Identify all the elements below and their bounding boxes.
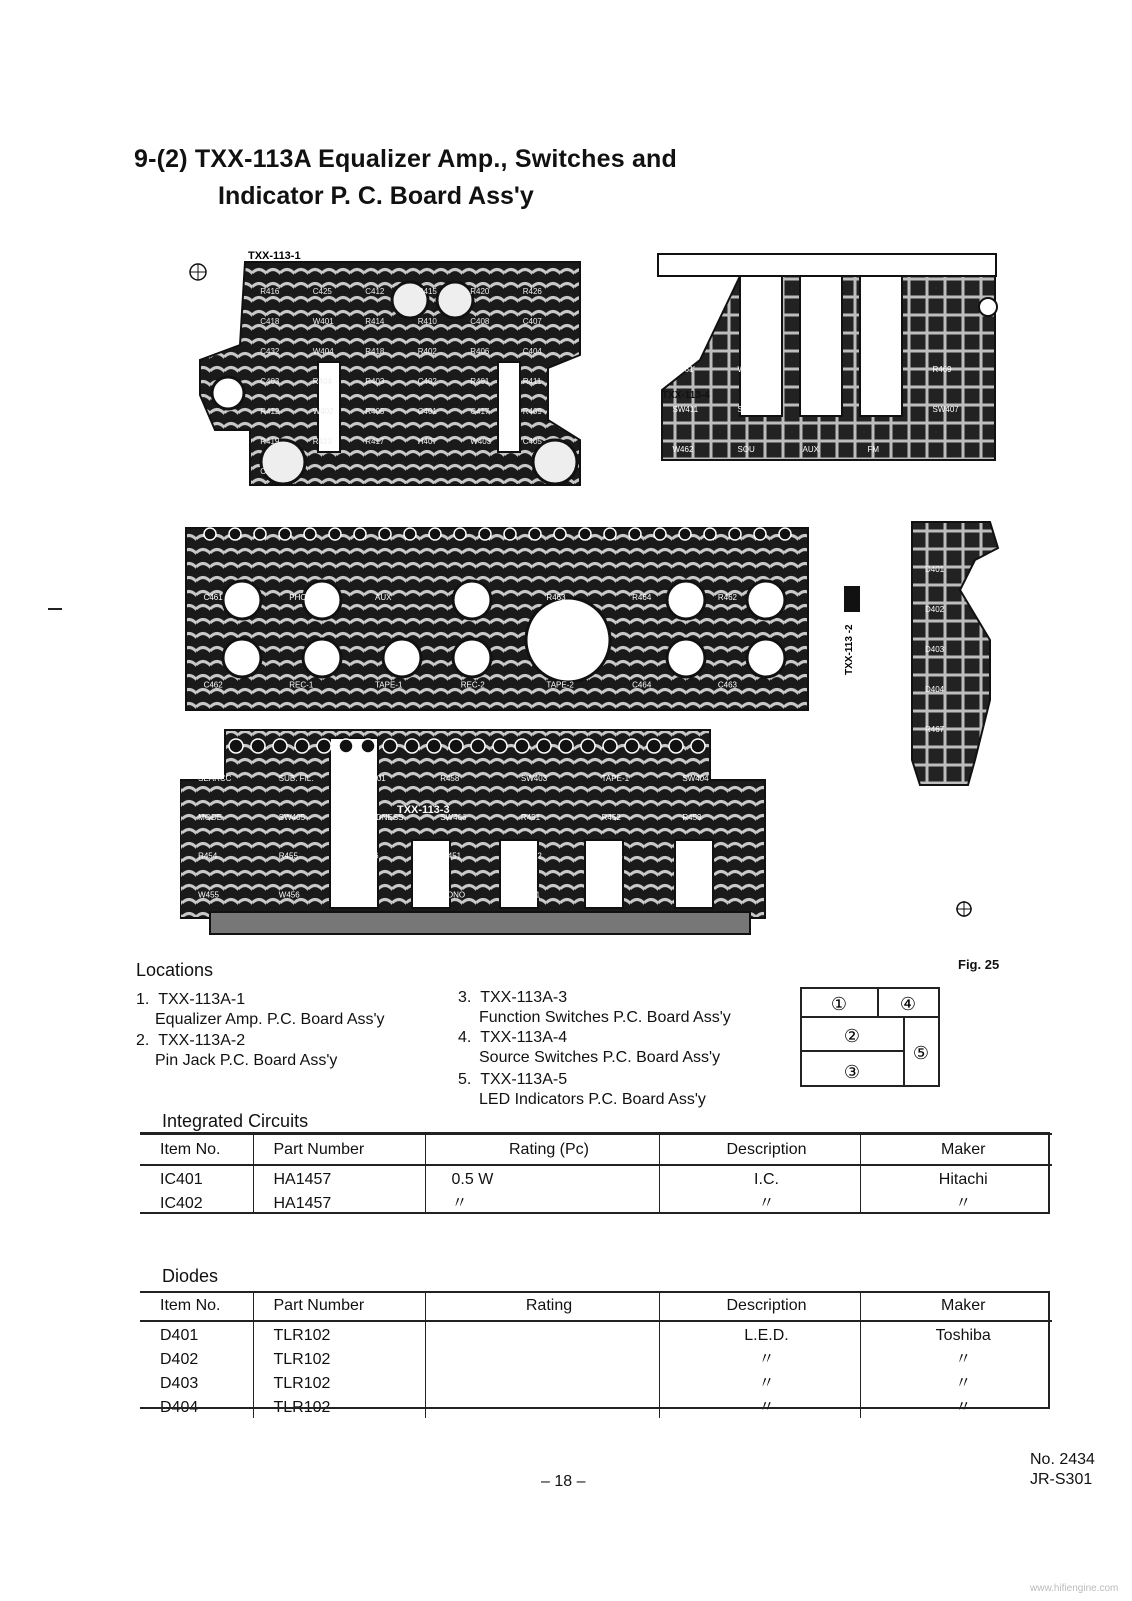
part-label: SW405 [278, 812, 306, 822]
solder-pad [679, 528, 691, 540]
diode-col-part: Part Number [253, 1291, 425, 1321]
part-label: R469 [932, 365, 952, 374]
solder-pad [449, 739, 463, 753]
part-label: C412 [365, 287, 385, 296]
diode-table-cell: TLR102 [253, 1394, 425, 1418]
part-label: C464 [632, 680, 652, 690]
solder-pad [691, 739, 705, 753]
part-label: R423 [312, 437, 332, 446]
grid-cell-3: ③ [843, 1062, 861, 1082]
model-number: JR-S301 [1030, 1471, 1093, 1488]
ic-table-cell: HA1457 [253, 1190, 425, 1214]
part-label: W403 [470, 437, 492, 446]
solder-pad [304, 528, 316, 540]
solder-pad [579, 528, 591, 540]
diode-table-cell: Toshiba [860, 1321, 1052, 1346]
watermark: www.hifiengine.com [1030, 1583, 1119, 1594]
board-4-source-switches [658, 254, 997, 460]
board-label-3: TXX-113-3 [397, 804, 450, 816]
diode-table-cell: 〃 [860, 1346, 1052, 1370]
part-label: R412 [260, 407, 280, 416]
page-title-line2: Indicator P. C. Board Ass'y [218, 182, 534, 210]
jack-ring [747, 581, 785, 619]
location-item-1: 1. TXX-113A-1 Equalizer Amp. P.C. Board Ass'y [136, 991, 385, 1028]
solder-pad [504, 528, 516, 540]
solder-pad [554, 528, 566, 540]
ic-table-cell: I.C. [659, 1165, 860, 1190]
diode-table-cell: D404 [160, 1399, 199, 1416]
part-label: R468 [867, 365, 887, 374]
document-number: No. 2434 [1030, 1451, 1095, 1468]
part-label: MODE [198, 812, 223, 822]
figure-label: Fig. 25 [958, 957, 1000, 972]
part-label: C463 [717, 680, 737, 690]
part-label: C401 [417, 407, 437, 416]
part-label: C418 [260, 317, 280, 326]
jack-ring [667, 639, 705, 677]
part-label: C461 [203, 593, 223, 602]
part-label: R453 [682, 812, 702, 822]
ic-col-rating: Rating (Pc) [425, 1134, 659, 1165]
diode-table-cell: D402 [160, 1351, 199, 1368]
grid-cell-5: ⑤ [912, 1043, 930, 1063]
ic-table-cell: HA1457 [253, 1165, 425, 1190]
grid-cell-4: ④ [899, 994, 917, 1014]
part-label: AUX [375, 593, 392, 602]
part-label: R461 [460, 593, 480, 602]
jack-ring [667, 581, 705, 619]
jack-ring [453, 639, 491, 677]
part-label: W452 [520, 851, 542, 861]
jack-ring [747, 639, 785, 677]
location-item-2: 2. TXX-113A-2 Pin Jack P.C. Board Ass'y [136, 1032, 338, 1069]
part-label: SEARCC [198, 774, 232, 783]
solder-pad [229, 528, 241, 540]
solder-pad [295, 739, 309, 753]
solder-pad [427, 739, 441, 753]
board-5-led-indicators [912, 522, 998, 785]
diode-col-maker: Maker [860, 1291, 1052, 1321]
part-label: R420 [470, 287, 490, 296]
part-label: R414 [365, 317, 385, 326]
part-label: W461 [672, 365, 694, 374]
diode-col-item: Item No. [140, 1291, 253, 1321]
solder-pad [404, 528, 416, 540]
diode-table-cell: 〃 [860, 1370, 1052, 1394]
part-label: R416 [260, 287, 280, 296]
diode-table-cell: D401 [160, 1327, 199, 1344]
part-label: C432 [260, 347, 280, 356]
ic-table-cell: 〃 [860, 1190, 1052, 1214]
part-label: D401 [925, 565, 945, 574]
locations-heading: Locations [136, 960, 214, 980]
solder-pad [754, 528, 766, 540]
ic-table-cell: 〃 [425, 1190, 659, 1214]
solder-pad [559, 739, 573, 753]
ic-col-desc: Description [659, 1134, 860, 1165]
diode-col-rating: Rating [425, 1291, 659, 1321]
ic-table-cell: Hitachi [860, 1165, 1052, 1190]
location-item-3: 3. TXX-113A-3 Function Switches P.C. Board Ass'y [458, 989, 731, 1026]
part-label: C451 [520, 890, 541, 900]
part-label: SW401 [359, 774, 386, 783]
part-label: W456 [278, 890, 300, 900]
solder-pad [354, 528, 366, 540]
part-label: R454 [198, 851, 218, 861]
part-label: R451 [520, 812, 541, 822]
part-label: R458 [440, 774, 460, 783]
part-label: W455 [198, 890, 219, 900]
solder-pad [379, 528, 391, 540]
part-label: SW409 [867, 405, 894, 414]
part-label: D402 [925, 605, 945, 614]
part-label: R405 [365, 407, 385, 416]
grid-cell-2: ② [843, 1026, 861, 1046]
diode-table-cell: L.E.D. [659, 1321, 860, 1346]
solder-pad [654, 528, 666, 540]
solder-pad [493, 739, 507, 753]
part-label: SW408 [737, 405, 764, 414]
diode-table-cell: TLR102 [253, 1321, 425, 1346]
ic-col-part: Part Number [253, 1134, 425, 1165]
solder-pad [383, 739, 397, 753]
part-label: C408 [470, 317, 490, 326]
part-label: W404 [312, 347, 334, 356]
solder-pad [279, 528, 291, 540]
part-label: W453 [601, 851, 623, 861]
part-label: SUB. FIL. [278, 774, 314, 783]
part-label: W463 [802, 365, 824, 374]
part-label: TAPE-1 [601, 774, 630, 783]
part-label: R426 [522, 287, 542, 296]
ic-table-frame [140, 1132, 1050, 1214]
board-1-equalizer [190, 250, 580, 485]
jack-ring [383, 639, 421, 677]
solder-pad [581, 739, 595, 753]
part-label: FM [867, 445, 880, 454]
solder-pad [229, 739, 243, 753]
part-label: R417 [365, 437, 385, 446]
part-label: LOUDNESS [359, 812, 404, 822]
diode-table-cell: D403 [160, 1375, 199, 1392]
solder-pad [204, 528, 216, 540]
part-label: C462 [203, 680, 223, 690]
ic-table-cell: IC402 [160, 1195, 203, 1212]
part-label: W464 [737, 365, 759, 374]
board-3-function-switches [180, 730, 765, 934]
diode-table-heading: Diodes [162, 1266, 219, 1286]
part-label: C405 [522, 437, 542, 446]
jack-ring [223, 639, 261, 677]
board-label-2: TXX-113 -2 [844, 624, 855, 675]
part-label: SW407 [932, 405, 959, 414]
diode-table-cell: 〃 [860, 1394, 1052, 1418]
part-label: R403 [365, 377, 385, 386]
part-label: R456 [359, 851, 379, 861]
part-label: R418 [365, 347, 385, 356]
part-label: SW406 [440, 812, 467, 822]
part-label: R419 [260, 437, 280, 446]
solder-pad [729, 528, 741, 540]
solder-pad [603, 739, 617, 753]
solder-pad [251, 739, 265, 753]
location-item-5: 5. TXX-113A-5 LED Indicators P.C. Board Ass'y [458, 1071, 706, 1108]
solder-pad [479, 528, 491, 540]
diode-table-cell: 〃 [659, 1346, 860, 1370]
solder-pad [629, 528, 641, 540]
solder-pad [454, 528, 466, 540]
part-label: R401 [470, 377, 490, 386]
page-number: – 18 – [541, 1473, 586, 1490]
part-label: SW410 [802, 405, 829, 414]
part-label: SOU [737, 445, 755, 454]
part-label: TAPE-1 [375, 680, 403, 690]
part-label: C402 [417, 377, 437, 386]
part-label: C402 [260, 467, 280, 476]
ic-table-cell: IC401 [160, 1171, 203, 1188]
part-label: TAPE-2 [546, 680, 574, 690]
diode-table-cell: 〃 [659, 1394, 860, 1418]
part-label: C403 [260, 377, 280, 386]
solder-pad [429, 528, 441, 540]
solder-pad [604, 528, 616, 540]
grid-cell-1: ① [830, 994, 848, 1014]
solder-pad [273, 739, 287, 753]
part-label: REC-2 [460, 680, 485, 690]
part-label: R467 [925, 725, 945, 734]
board-2-pin-jack [186, 528, 860, 710]
margin-mark [48, 608, 62, 610]
part-label: D403 [925, 645, 945, 654]
part-label: R406 [470, 347, 490, 356]
solder-pad [779, 528, 791, 540]
part-label: W402 [312, 407, 334, 416]
part-label: R411 [522, 377, 542, 386]
part-label: REC-1 [289, 680, 314, 690]
ic-table-heading: Integrated Circuits [162, 1111, 309, 1131]
solder-pad [471, 739, 485, 753]
part-label: W451 [440, 851, 462, 861]
ic-col-item: Item No. [140, 1134, 253, 1165]
diode-table-cell: 〃 [659, 1370, 860, 1394]
solder-pad [647, 739, 661, 753]
part-label: R464 [632, 593, 652, 602]
board-label-1: TXX-113-1 [248, 250, 301, 262]
ic-col-maker: Maker [860, 1134, 1052, 1165]
jack-ring [223, 581, 261, 619]
diode-table-frame [140, 1291, 1050, 1409]
part-label: R410 [417, 317, 437, 326]
part-label: AUX [802, 445, 819, 454]
diode-table-cell: TLR102 [253, 1370, 425, 1394]
part-label: R452 [601, 812, 621, 822]
part-label: C404 [522, 347, 542, 356]
part-label: C417 [470, 407, 490, 416]
diode-col-desc: Description [659, 1291, 860, 1321]
board-label-4: TXX-113-4 [662, 390, 710, 401]
part-label: SW403 [520, 774, 548, 783]
part-label: R463 [546, 593, 566, 602]
part-label: W401 [312, 317, 334, 326]
solder-pad [317, 739, 331, 753]
part-label: R402 [417, 347, 437, 356]
solder-pad [329, 528, 341, 540]
part-label: H407 [417, 437, 437, 446]
part-label: W462 [672, 445, 694, 454]
locations-grid [800, 987, 942, 1089]
solder-pad [339, 739, 353, 753]
solder-pad [704, 528, 716, 540]
part-label: MONO [440, 890, 466, 900]
part-label: SW411 [672, 405, 699, 414]
part-label: FM [359, 890, 372, 900]
solder-pad [537, 739, 551, 753]
jack-ring [303, 639, 341, 677]
solder-pad [405, 739, 419, 753]
diode-table-cell: TLR102 [253, 1346, 425, 1370]
part-label: SW404 [682, 774, 709, 783]
solder-pad [529, 528, 541, 540]
pcb-figure [180, 240, 1020, 945]
part-label: D404 [925, 685, 945, 694]
ic-table-cell: 0.5 W [425, 1165, 659, 1190]
page-title-line1: 9-(2) TXX-113A Equalizer Amp., Switches and [134, 145, 677, 173]
part-label: R409 [522, 407, 542, 416]
part-label: W454 [682, 851, 704, 861]
part-label: PHONO [289, 593, 319, 602]
part-label: R462 [717, 593, 737, 602]
part-label: C407 [522, 317, 542, 326]
part-label: R404 [312, 377, 332, 386]
part-label: C425 [312, 287, 332, 296]
location-item-4: 4. TXX-113A-4 Source Switches P.C. Board Ass'y [458, 1029, 721, 1066]
solder-pad [669, 739, 683, 753]
solder-pad [361, 739, 375, 753]
solder-pad [625, 739, 639, 753]
part-label: R415 [417, 287, 437, 296]
ic-table-cell: 〃 [659, 1190, 860, 1214]
solder-pad [254, 528, 266, 540]
part-label: R455 [278, 851, 298, 861]
solder-pad [515, 739, 529, 753]
part-label: C452 [601, 890, 621, 900]
